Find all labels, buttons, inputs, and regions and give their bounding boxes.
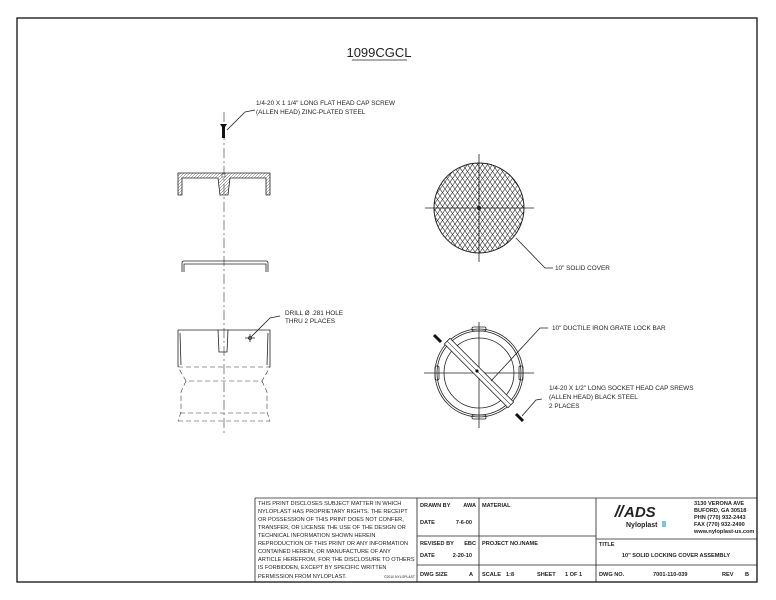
svg-text:ARTICLE HEREFROM, FOR THE DISC: ARTICLE HEREFROM, FOR THE DISCLOSURE TO OTHERS (258, 557, 415, 563)
svg-text:ADS: ADS (624, 504, 656, 521)
revised-date-value: 2-20-10 (452, 553, 472, 559)
drawn-by-value: AWA (463, 503, 476, 509)
project-label: PROJECT NO./NAME (482, 541, 538, 547)
solid-cover-leader (516, 238, 553, 268)
copyright: ©2010 NYLOPLAST (384, 575, 415, 579)
svg-text:NYLOPLAST HAS PROPRIETARY RIGH: NYLOPLAST HAS PROPRIETARY RIGHTS. THE RECEIPT (258, 509, 408, 515)
drill-callout-line1: DRILL Ø .281 HOLE (285, 310, 344, 317)
lock-bar-plan (424, 322, 693, 428)
side-view (178, 100, 396, 435)
sheet-value: 1 OF 1 (565, 572, 583, 578)
drill-callout-line2: THRU 2 PLACES (285, 318, 336, 325)
svg-text:BUFORD, GA 30518: BUFORD, GA 30518 (694, 508, 747, 514)
socket-screw-leader (522, 399, 542, 416)
svg-text:3130 VERONA AVE: 3130 VERONA AVE (694, 501, 745, 507)
lock-bar-side (182, 261, 268, 272)
material-label: MATERIAL (482, 503, 511, 509)
drill-hole-mark (245, 334, 255, 342)
svg-text:REPRODUCTION OF THIS PRINT OR: REPRODUCTION OF THIS PRINT OR ANY INFORMATION (258, 541, 409, 547)
svg-text:CONTAINED HEREIN, OR MANUFACTU: CONTAINED HEREIN, OR MANUFACTURE OF ANY (258, 549, 391, 555)
socket-callout-line1: 1/4-20 X 1/2" LONG SOCKET HEAD CAP SREWS (549, 385, 694, 392)
svg-text:FAX (770) 932-2490: FAX (770) 932-2490 (694, 522, 745, 528)
svg-text:PERMISSION FROM NYLOPLAST.: PERMISSION FROM NYLOPLAST. (258, 574, 347, 580)
socket-callout-line2: (ALLEN HEAD) BLACK STEEL (549, 394, 638, 401)
scale-label: SCALE (482, 572, 501, 578)
rev-value: B (745, 572, 750, 578)
lock-bar-callout: 10" DUCTILE IRON GRATE LOCK BAR (552, 325, 666, 332)
svg-text:www.nyloplast-us.com: www.nyloplast-us.com (694, 529, 755, 535)
socket-callout-line3: 2 PLACES (549, 403, 580, 410)
drawing-title: 1099CGCL (346, 45, 412, 60)
drawn-by-label: DRAWN BY (420, 503, 451, 509)
screw-callout-line2: (ALLEN HEAD) ZINC-PLATED STEEL (256, 109, 366, 116)
dwg-no-value: 7001-110-039 (653, 572, 688, 578)
flat-head-screw (220, 124, 227, 138)
svg-text:IS FORBIDDEN, EXCEPT BY SPECIF: IS FORBIDDEN, EXCEPT BY SPECIFIC WRITTEN (258, 565, 387, 571)
rev-label: REV (722, 572, 734, 578)
svg-text:TECHNICAL INFORMATION SHOWN HE: TECHNICAL INFORMATION SHOWN HEREIN (258, 533, 376, 539)
title-block (255, 498, 757, 582)
drill-leader (251, 316, 280, 337)
drawing-title-block-value: 10" SOLID LOCKING COVER ASSEMBLY (621, 553, 731, 559)
revised-date-label: DATE (420, 553, 435, 559)
svg-text:Nyloplast: Nyloplast (626, 522, 658, 529)
title-label: TITLE (599, 542, 615, 548)
svg-text:OR POSSESSION OF THIS PRINT DO: OR POSSESSION OF THIS PRINT DOES NOT CONFER, (258, 517, 404, 523)
dwg-size-label: DWG SIZE (420, 572, 448, 578)
date-value: 7-6-00 (455, 520, 472, 526)
revised-by-value: EBC (464, 541, 476, 547)
solid-cover-plan (425, 154, 610, 272)
solid-cover-section (178, 173, 270, 195)
company-address (693, 501, 754, 535)
socket-screw-icon (434, 335, 441, 342)
svg-text:TRANSFER, OR LICENSE THE USE O: TRANSFER, OR LICENSE THE USE OF THE DESIGN OR (258, 525, 406, 531)
screw-callout-line1: 1/4-20 X 1 1/4" LONG FLAT HEAD CAP SCREW (256, 100, 396, 107)
sheet-label: SHEET (537, 572, 556, 578)
svg-text:THIS PRINT DISCLOSES SUBJECT M: THIS PRINT DISCLOSES SUBJECT MATTER IN WHICH (258, 501, 402, 507)
solid-cover-callout: 10" SOLID COVER (555, 265, 610, 272)
dwg-size-value: A (469, 572, 474, 578)
svg-text:PHN (770) 932-2443: PHN (770) 932-2443 (694, 515, 746, 521)
dwg-no-label: DWG NO. (599, 572, 625, 578)
disclaimer-text (258, 501, 415, 580)
scale-value: 1:8 (506, 572, 515, 578)
ads-nyloplast-logo (614, 504, 666, 529)
date-label: DATE (420, 520, 435, 526)
socket-screw-icon (516, 414, 523, 421)
screw-leader (227, 110, 255, 130)
revised-by-label: REVISED BY (420, 541, 454, 547)
